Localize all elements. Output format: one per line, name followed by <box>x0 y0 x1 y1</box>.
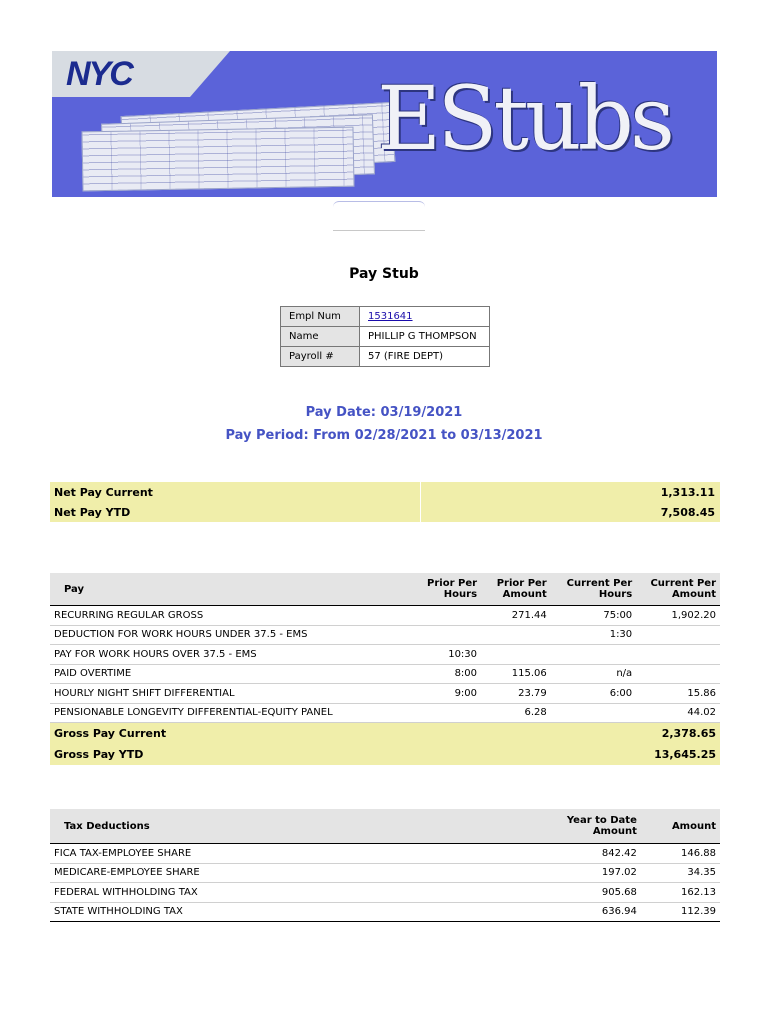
table-row <box>50 625 720 645</box>
table-row <box>50 844 720 864</box>
table-row <box>50 902 720 922</box>
empl-num-link[interactable]: 1531641 <box>368 311 413 322</box>
nav-tab[interactable] <box>333 201 425 231</box>
net-pay-ytd-label: Net Pay YTD <box>50 502 421 522</box>
current-amount-header: Current Per Amount <box>636 573 720 606</box>
prior-amount-header: Prior Per Amount <box>481 573 551 606</box>
pay-table-header <box>50 573 720 606</box>
estubs-logo-text: EStubs <box>377 67 672 170</box>
gross-pay-current-label: Gross Pay Current <box>50 723 404 744</box>
employee-info-table <box>280 306 490 367</box>
current-amount: 44.02 <box>636 703 720 723</box>
current-amount: 1,902.20 <box>636 606 720 626</box>
pay-item: PAY FOR WORK HOURS OVER 37.5 - EMS <box>50 645 404 665</box>
pay-table <box>50 573 720 765</box>
pay-item: PENSIONABLE LONGEVITY DIFFERENTIAL-EQUITY PANEL <box>50 703 404 723</box>
ytd-amount-header: Year to Date Amount <box>535 809 641 844</box>
prior-amount: 23.79 <box>481 684 551 704</box>
amount: 112.39 <box>641 902 720 922</box>
tax-table-header <box>50 809 720 844</box>
current-amount <box>636 664 720 684</box>
pay-stubs-illustration <box>82 109 382 187</box>
table-row <box>50 664 720 684</box>
tax-deductions-header: Tax Deductions <box>50 809 535 844</box>
gross-pay-current-row <box>50 723 720 744</box>
payroll-value: 57 (FIRE DEPT) <box>360 347 490 367</box>
ytd-amount: 905.68 <box>535 883 641 903</box>
amount: 162.13 <box>641 883 720 903</box>
table-row <box>50 883 720 903</box>
nyc-logo: NYC <box>66 55 132 93</box>
prior-hours: 8:00 <box>404 664 481 684</box>
net-pay-current-value: 1,313.11 <box>421 482 721 502</box>
pay-item: PAID OVERTIME <box>50 664 404 684</box>
table-row <box>50 863 720 883</box>
amount-header: Amount <box>641 809 720 844</box>
amount: 146.88 <box>641 844 720 864</box>
current-hours: 6:00 <box>551 684 636 704</box>
current-amount: 15.86 <box>636 684 720 704</box>
table-row <box>50 606 720 626</box>
current-hours <box>551 703 636 723</box>
gross-pay-ytd-row <box>50 744 720 765</box>
prior-hours: 9:00 <box>404 684 481 704</box>
net-pay-current-label: Net Pay Current <box>50 482 421 502</box>
current-hours: 75:00 <box>551 606 636 626</box>
pay-header: Pay <box>50 573 404 606</box>
current-amount <box>636 625 720 645</box>
prior-amount <box>481 645 551 665</box>
name-label: Name <box>281 327 360 347</box>
prior-hours-header: Prior Per Hours <box>404 573 481 606</box>
pay-item: RECURRING REGULAR GROSS <box>50 606 404 626</box>
pay-date: Pay Date: 03/19/2021 <box>305 405 463 420</box>
gross-pay-ytd-label: Gross Pay YTD <box>50 744 404 765</box>
name-value: PHILLIP G THOMPSON <box>360 327 490 347</box>
ytd-amount: 636.94 <box>535 902 641 922</box>
gross-pay-current-value: 2,378.65 <box>636 723 720 744</box>
estubs-banner <box>52 51 717 197</box>
net-pay-current-row <box>50 482 720 502</box>
current-hours: n/a <box>551 664 636 684</box>
current-amount <box>636 645 720 665</box>
gross-pay-ytd-value: 13,645.25 <box>636 744 720 765</box>
net-pay-ytd-row <box>50 502 720 522</box>
prior-amount: 115.06 <box>481 664 551 684</box>
tax-item: STATE WITHHOLDING TAX <box>50 902 535 922</box>
net-pay-table <box>50 482 720 522</box>
current-hours: 1:30 <box>551 625 636 645</box>
pay-item: DEDUCTION FOR WORK HOURS UNDER 37.5 - EMS <box>50 625 404 645</box>
tax-item: FEDERAL WITHHOLDING TAX <box>50 883 535 903</box>
prior-amount: 271.44 <box>481 606 551 626</box>
table-row <box>50 684 720 704</box>
table-row <box>50 645 720 665</box>
pay-item: HOURLY NIGHT SHIFT DIFFERENTIAL <box>50 684 404 704</box>
net-pay-ytd-value: 7,508.45 <box>421 502 721 522</box>
amount: 34.35 <box>641 863 720 883</box>
table-row <box>50 703 720 723</box>
payroll-label: Payroll # <box>281 347 360 367</box>
current-hours-header: Current Per Hours <box>551 573 636 606</box>
prior-amount: 6.28 <box>481 703 551 723</box>
empl-num-cell <box>360 307 490 327</box>
employee-row-name <box>281 327 490 347</box>
prior-amount <box>481 625 551 645</box>
empl-num-label: Empl Num <box>281 307 360 327</box>
ytd-amount: 197.02 <box>535 863 641 883</box>
tax-item: FICA TAX-EMPLOYEE SHARE <box>50 844 535 864</box>
employee-row-payroll <box>281 347 490 367</box>
tax-deductions-table <box>50 809 720 922</box>
page-title: Pay Stub <box>349 266 419 282</box>
pay-period: Pay Period: From 02/28/2021 to 03/13/2021 <box>225 428 543 443</box>
prior-hours <box>404 625 481 645</box>
prior-hours: 10:30 <box>404 645 481 665</box>
ytd-amount: 842.42 <box>535 844 641 864</box>
current-hours <box>551 645 636 665</box>
tax-item: MEDICARE-EMPLOYEE SHARE <box>50 863 535 883</box>
employee-row-empl-num <box>281 307 490 327</box>
prior-hours <box>404 703 481 723</box>
prior-hours <box>404 606 481 626</box>
